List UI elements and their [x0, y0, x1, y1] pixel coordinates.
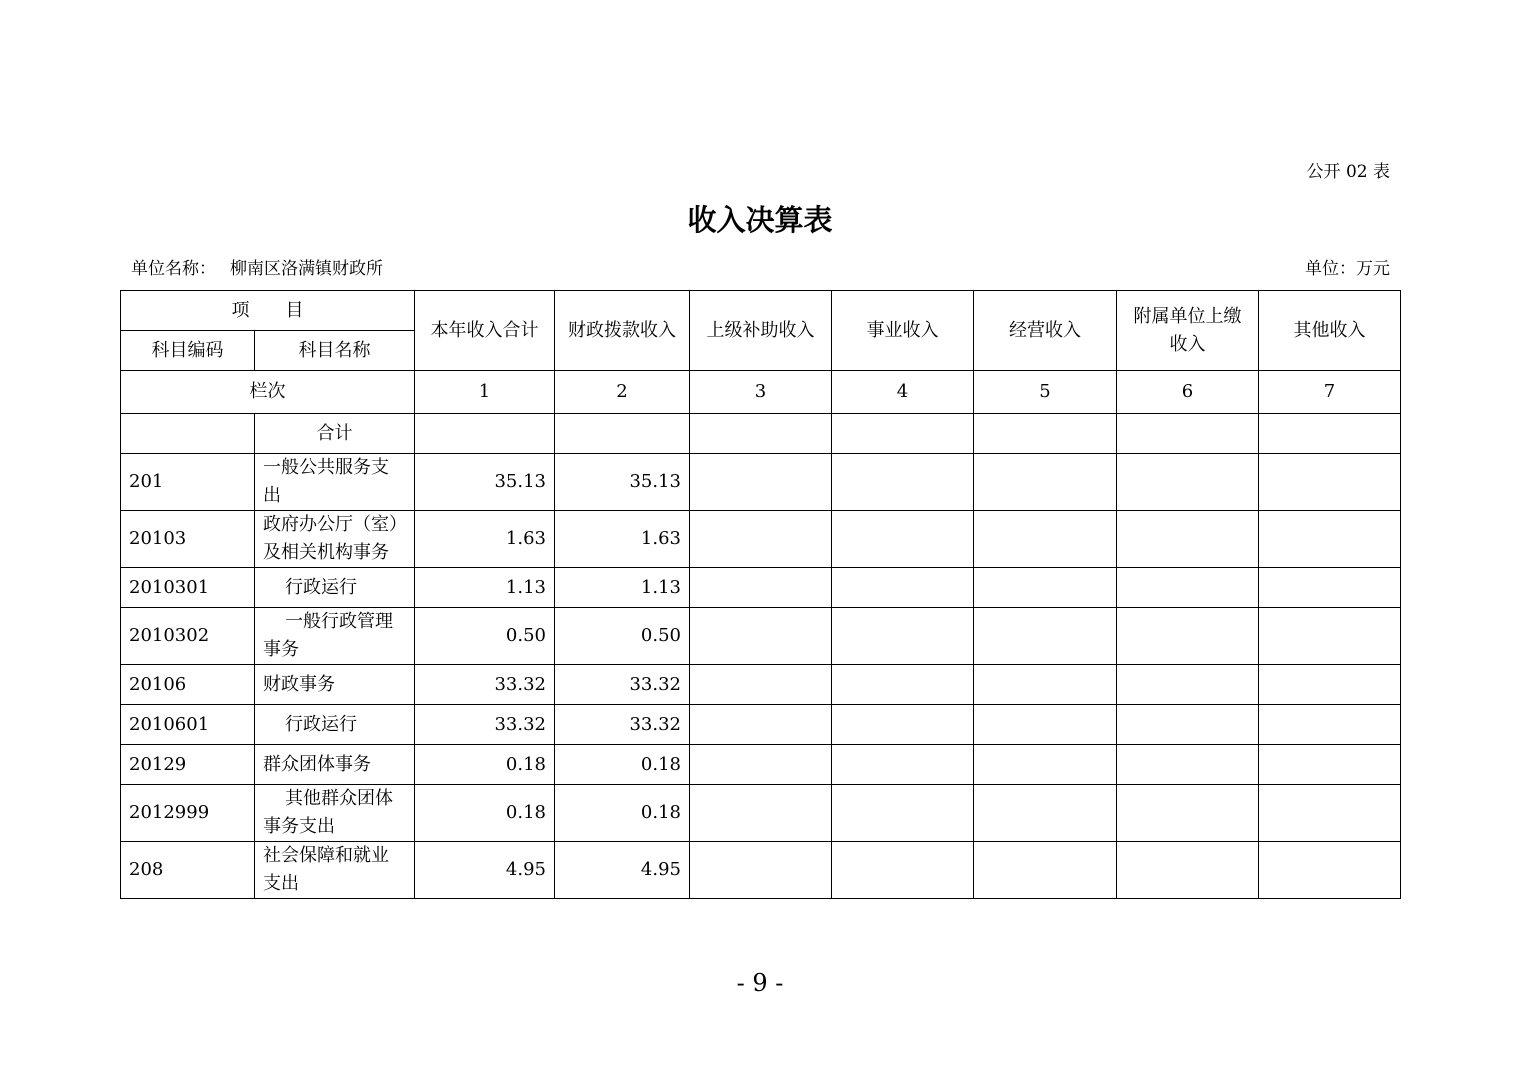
total-value	[832, 414, 974, 454]
row-value	[1259, 454, 1401, 511]
row-code: 20129	[121, 745, 255, 785]
row-value	[974, 785, 1117, 842]
row-value	[974, 745, 1117, 785]
row-value	[832, 608, 974, 665]
header-row-1	[121, 291, 1401, 331]
seq-cell: 5	[974, 371, 1117, 414]
row-value	[1259, 705, 1401, 745]
row-value	[832, 842, 974, 899]
row-value	[1117, 842, 1259, 899]
row-value: 33.32	[555, 665, 690, 705]
row-value	[974, 665, 1117, 705]
row-name: 政府办公厅（室）及相关机构事务	[255, 511, 415, 568]
row-value: 33.32	[415, 705, 555, 745]
row-value	[690, 705, 832, 745]
page-number: - 9 -	[736, 969, 784, 997]
seq-label: 栏次	[121, 371, 415, 414]
row-value: 0.18	[415, 785, 555, 842]
header-code: 科目编码	[121, 331, 255, 371]
table-row	[121, 665, 1401, 705]
row-name: 行政运行	[255, 568, 415, 608]
table-row	[121, 511, 1401, 568]
table-row	[121, 745, 1401, 785]
header-col: 上级补助收入	[690, 291, 832, 371]
table-row	[121, 608, 1401, 665]
row-value	[974, 568, 1117, 608]
form-code: 公开 02 表	[1306, 162, 1390, 182]
header-col: 本年收入合计	[415, 291, 555, 371]
row-value: 33.32	[415, 665, 555, 705]
seq-cell: 4	[832, 371, 974, 414]
table-row	[121, 568, 1401, 608]
page-title: 收入决算表	[687, 203, 833, 237]
row-name: 社会保障和就业支出	[255, 842, 415, 899]
row-value	[690, 665, 832, 705]
row-code: 208	[121, 842, 255, 899]
row-value	[1259, 842, 1401, 899]
unit-label: 单位：万元	[1305, 259, 1390, 279]
total-value	[1259, 414, 1401, 454]
row-name: 一般行政管理事务	[255, 608, 415, 665]
row-value: 0.18	[555, 785, 690, 842]
row-value: 1.13	[415, 568, 555, 608]
header-project: 项 目	[121, 291, 415, 331]
row-value	[1117, 785, 1259, 842]
row-code: 20103	[121, 511, 255, 568]
table-row	[121, 842, 1401, 899]
row-code: 2012999	[121, 785, 255, 842]
total-row	[121, 414, 1401, 454]
row-code: 2010301	[121, 568, 255, 608]
row-code: 20106	[121, 665, 255, 705]
header-col: 事业收入	[832, 291, 974, 371]
header-col: 其他收入	[1259, 291, 1401, 371]
row-name: 群众团体事务	[255, 745, 415, 785]
row-value	[974, 454, 1117, 511]
row-code: 201	[121, 454, 255, 511]
org-label: 单位名称：	[131, 259, 216, 279]
row-value	[832, 745, 974, 785]
row-value	[832, 454, 974, 511]
row-name: 一般公共服务支出	[255, 454, 415, 511]
row-value: 1.63	[555, 511, 690, 568]
row-value	[1117, 454, 1259, 511]
row-value: 35.13	[415, 454, 555, 511]
seq-cell: 7	[1259, 371, 1401, 414]
table-row	[121, 454, 1401, 511]
seq-cell: 1	[415, 371, 555, 414]
row-value	[1259, 665, 1401, 705]
row-value: 0.50	[555, 608, 690, 665]
income-table	[120, 290, 1401, 899]
row-name: 其他群众团体事务支出	[255, 785, 415, 842]
row-code: 2010302	[121, 608, 255, 665]
header-col: 附属单位上缴收入	[1117, 291, 1259, 371]
row-value	[1117, 511, 1259, 568]
row-value	[1117, 608, 1259, 665]
row-value: 0.50	[415, 608, 555, 665]
row-value	[974, 842, 1117, 899]
row-name: 行政运行	[255, 705, 415, 745]
row-value	[690, 842, 832, 899]
row-value	[832, 568, 974, 608]
row-value	[690, 511, 832, 568]
row-value	[1259, 785, 1401, 842]
table-row	[121, 705, 1401, 745]
total-value	[1117, 414, 1259, 454]
row-value	[974, 511, 1117, 568]
total-value	[555, 414, 690, 454]
table-row	[121, 785, 1401, 842]
row-name: 财政事务	[255, 665, 415, 705]
seq-cell: 6	[1117, 371, 1259, 414]
row-value	[832, 511, 974, 568]
row-value	[1259, 608, 1401, 665]
row-value	[832, 705, 974, 745]
row-value	[1259, 745, 1401, 785]
row-value	[690, 745, 832, 785]
row-value	[974, 608, 1117, 665]
total-code	[121, 414, 255, 454]
row-value	[1117, 568, 1259, 608]
row-value	[1117, 705, 1259, 745]
row-value	[690, 785, 832, 842]
row-value: 35.13	[555, 454, 690, 511]
row-value	[1117, 745, 1259, 785]
total-value	[690, 414, 832, 454]
row-value	[690, 568, 832, 608]
total-value	[415, 414, 555, 454]
row-value	[1259, 568, 1401, 608]
row-value: 0.18	[555, 745, 690, 785]
total-value	[974, 414, 1117, 454]
row-value: 1.13	[555, 568, 690, 608]
header-col: 财政拨款收入	[555, 291, 690, 371]
row-value: 4.95	[555, 842, 690, 899]
seq-cell: 3	[690, 371, 832, 414]
row-value: 4.95	[415, 842, 555, 899]
row-value	[690, 454, 832, 511]
row-value	[974, 705, 1117, 745]
row-value	[832, 785, 974, 842]
row-code: 2010601	[121, 705, 255, 745]
row-value	[690, 608, 832, 665]
row-value	[1259, 511, 1401, 568]
row-value	[1117, 665, 1259, 705]
seq-cell: 2	[555, 371, 690, 414]
header-col: 经营收入	[974, 291, 1117, 371]
seq-row	[121, 371, 1401, 414]
org-name: 柳南区洛满镇财政所	[230, 259, 383, 279]
row-value: 1.63	[415, 511, 555, 568]
row-value	[832, 665, 974, 705]
row-value: 33.32	[555, 705, 690, 745]
total-name: 合计	[255, 414, 415, 454]
header-name: 科目名称	[255, 331, 415, 371]
row-value: 0.18	[415, 745, 555, 785]
